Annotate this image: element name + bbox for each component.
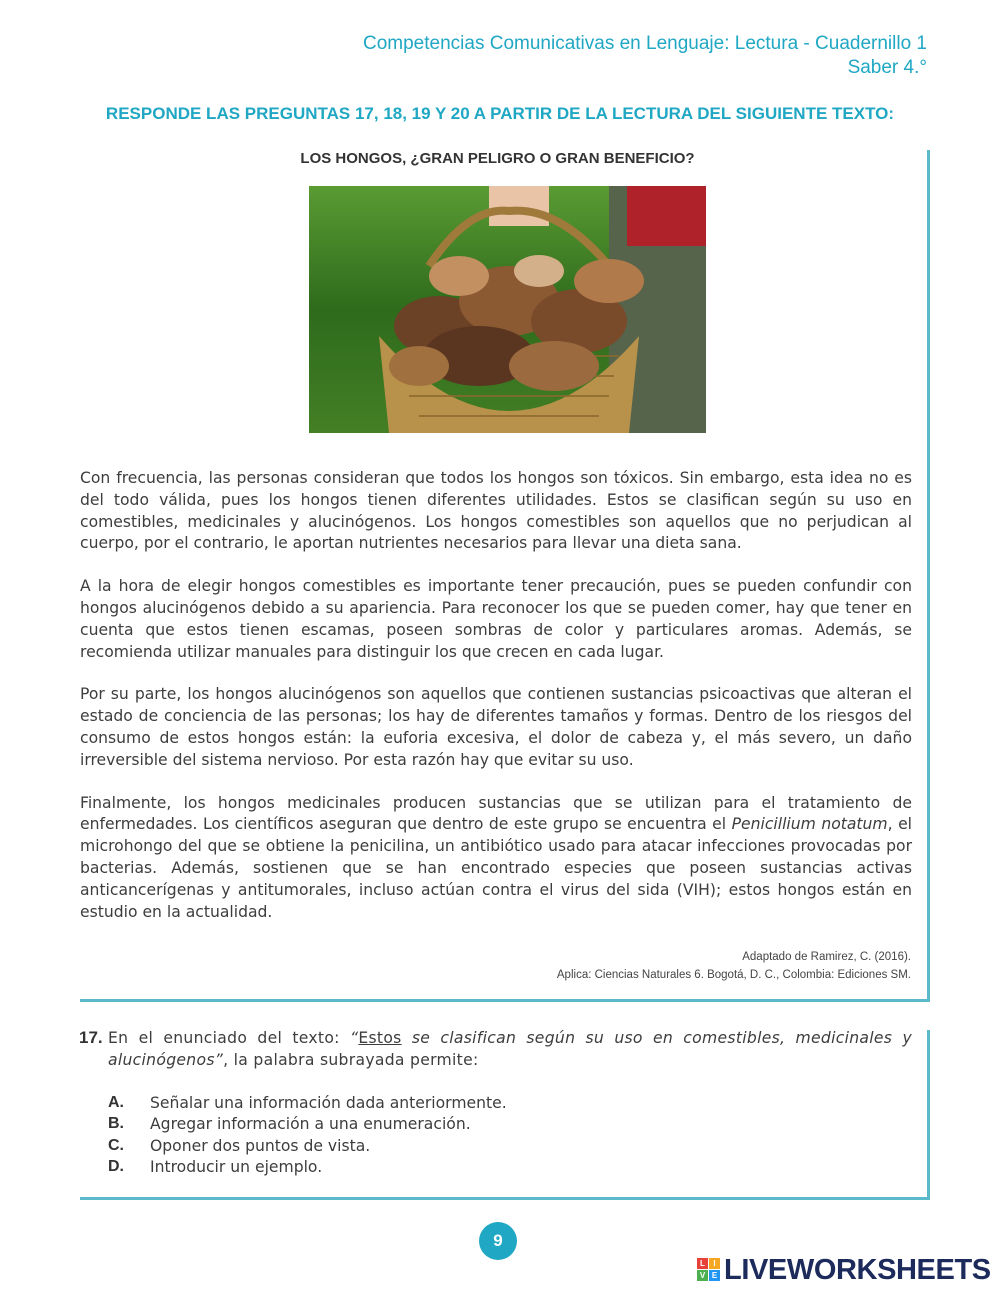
source-line-1: Adaptado de Ramirez, C. (2016). [742, 951, 911, 963]
question-stem [108, 1028, 912, 1071]
quote-open: “ [349, 1029, 359, 1047]
option-a[interactable] [108, 1092, 507, 1114]
brand-mark-letter: I [709, 1258, 720, 1269]
mushroom-basket-photo [309, 186, 706, 433]
page-number-badge: 9 [479, 1222, 517, 1260]
header-grade: Saber 4.° [847, 57, 927, 78]
brand-mark-letter: E [709, 1270, 720, 1281]
answer-options [108, 1092, 507, 1178]
paragraph-1: Con frecuencia, las personas consideran que todos los hongos son tóxicos. Sin embargo, esta idea no es del todo válida, pues los hongos tienen diferentes utilidades. Estos se clasifican según su uso en comestibles, medicinales y alucinógenos. Los hongos comestibles son aquellos que no perjudican al cuerpo, por el contrario, le aportan nutrientes necesarios para llevar una dieta sana. [80, 469, 912, 553]
option-letter: D. [108, 1158, 124, 1176]
brand-name: LIVEWORKSHEETS [724, 1253, 991, 1286]
paragraph-4-end: , el microhongo del que se obtiene la penicilina, un antibiótico usado para atacar infecciones provocadas por bacterias. Además, sostienen que se han encontrado especies que poseen sustancias activas anticancerígenas y antitumorales, incluso actúan contra el virus del sida (VIH); estos hongos están en estudio en la actualidad. [80, 815, 912, 921]
option-letter: C. [108, 1136, 124, 1154]
option-c[interactable] [108, 1135, 507, 1157]
source-line-2: Aplica: Ciencias Naturales 6. Bogotá, D. C., Colombia: Ediciones SM. [556, 969, 911, 981]
option-text: Señalar una información dada anteriormente. [150, 1093, 507, 1112]
reading-instructions: RESPONDE LAS PREGUNTAS 17, 18, 19 Y 20 A PARTIR DE LA LECTURA DEL SIGUIENTE TEXTO: [105, 104, 895, 123]
option-text: Introducir un ejemplo. [150, 1158, 323, 1177]
paragraph-4-start: Finalmente, los hongos medicinales producen sustancias que se utilizan para el tratamiento de enfermedades. Los científicos aseguran que dentro de este grupo se encuentra el [80, 793, 912, 834]
document-header [363, 32, 927, 80]
option-d[interactable] [108, 1157, 507, 1179]
brand-mark-letter: L [697, 1258, 708, 1269]
option-text: Oponer dos puntos de vista. [150, 1136, 371, 1155]
species-name: Penicillium notatum [731, 815, 888, 834]
brand-mark-letter: V [697, 1270, 708, 1281]
option-b[interactable] [108, 1114, 507, 1136]
question-number: 17. [79, 1028, 103, 1047]
source-citation [557, 948, 911, 984]
question-stem-start: En el enunciado del texto: [108, 1029, 350, 1047]
option-letter: B. [108, 1115, 124, 1133]
option-letter: A. [108, 1093, 124, 1111]
reading-title: LOS HONGOS, ¿GRAN PELIGRO O GRAN BENEFICIO? [300, 150, 695, 167]
header-title: Competencias Comunicativas en Lenguaje: Lectura - Cuadernillo 1 [363, 33, 927, 54]
paragraph-2: A la hora de elegir hongos comestibles es importante tener precaución, pues se pueden confundir con hongos alucinógenos debido a su apariencia. Para reconocer los que se pueden comer, hay que tener en cuenta que estos tienen escamas, poseen sombras de color y particulares aromas. Además, se recomienda utilizar manuales para distinguir los que crecen en cada lugar. [80, 577, 912, 661]
paragraph-3: Por su parte, los hongos alucinógenos son aquellos que contienen sustancias psicoactivas que alteran el estado de conciencia de las personas; los hay de diferentes tamaños y formas. Dentro de los riesgos del consumo de estos hongos están: la euforia excesiva, el dolor de cabeza y, el más severo, un daño irreversible del sistema nervioso. Por esta razón hay que evitar su uso. [80, 685, 912, 769]
question-stem-end: , la palabra subrayada permite: [223, 1050, 479, 1069]
paragraph-4 [80, 793, 912, 924]
option-text: Agregar información a una enumeración. [150, 1115, 471, 1134]
liveworksheets-logo[interactable] [697, 1255, 991, 1285]
brand-mark-icon [697, 1258, 721, 1282]
quote-rest: se clasifican según su uso en comestibles, medicinales y alucinógenos” [108, 1029, 912, 1069]
reading-body [80, 468, 912, 944]
underlined-word: Estos [358, 1029, 402, 1047]
